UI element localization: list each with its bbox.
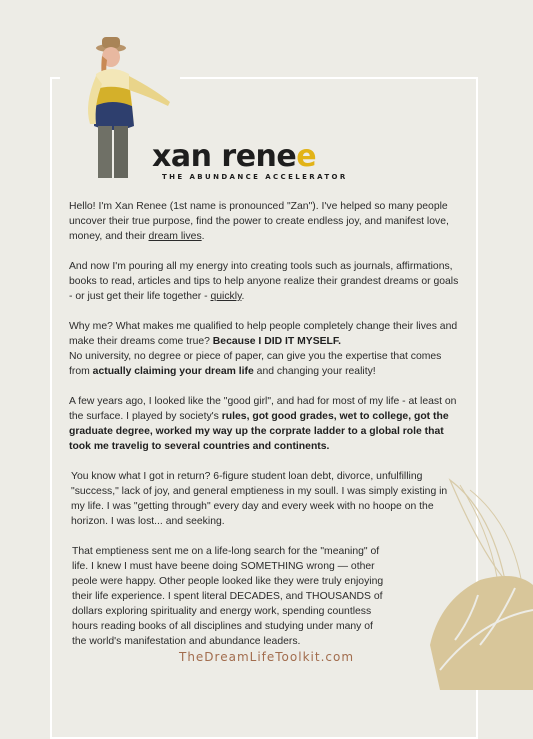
dream-lives-link[interactable]: dream lives — [148, 231, 202, 242]
paragraph-emptiness: That emptieness sent me on a life-long search for the "meaning" of life. I knew I must have beene doing SOMETHING wrong — other peole were happy. Other people looked like they were truly enjoying their life experience. I spent literal DECADES, and THOUSANDS of dollars exploring spirituality and energy work, spending countless hours reading books of all disciplines and studying under many of the world's manifestation and abundance leaders. — [72, 546, 384, 647]
brand-tagline: THE ABUNDANCE ACCELERATOR — [162, 173, 348, 181]
paragraph-why-me: Why me? What makes me qualified to help people completely change their lives and make their dreams come true? Because I DID IT MYSELF. No university, no degree or piece of paper, can give you the expertise that comes from actually claiming your dream life and changing your reality! — [69, 321, 458, 377]
paragraph-good-girl: A few years ago, I looked like the "good girl", and had for most of my life - at least on the surface. I played by society's rules, got good grades, wet to college, got the graduate degree, worked my way up the corprate ladder to a global role that took me travelig to several countries and continents. — [69, 396, 457, 452]
bio-content — [69, 199, 461, 664]
website-url[interactable]: TheDreamLifeToolkit.com — [178, 650, 355, 664]
paragraph-tools: And now I'm pouring all my energy into creating tools such as journals, affirmations, books to read, articles and tips to help anyone realize their grandest dreams or goals - or just get their life together - quickly. — [69, 261, 459, 302]
brand-logo — [152, 139, 352, 181]
brand-name: xan renee — [152, 139, 317, 174]
paragraph-in-return: You know what I got in return? 6-figure student loan debt, divorce, unfulfilling "success," lack of joy, and general emptieness in my soull. I was simply existing in my life. I was "getting through" every day and every week with no hoope on the horizon. I was lost... and seeking. — [71, 471, 448, 527]
paragraph-intro: Hello! I'm Xan Renee (1st name is pronounced "Zan"). I've helped so many people uncover their true purpose, find the power to create endless joy, and manifest love, money, and their dream lives. — [69, 201, 449, 242]
quickly-link[interactable]: quickly — [210, 291, 242, 302]
